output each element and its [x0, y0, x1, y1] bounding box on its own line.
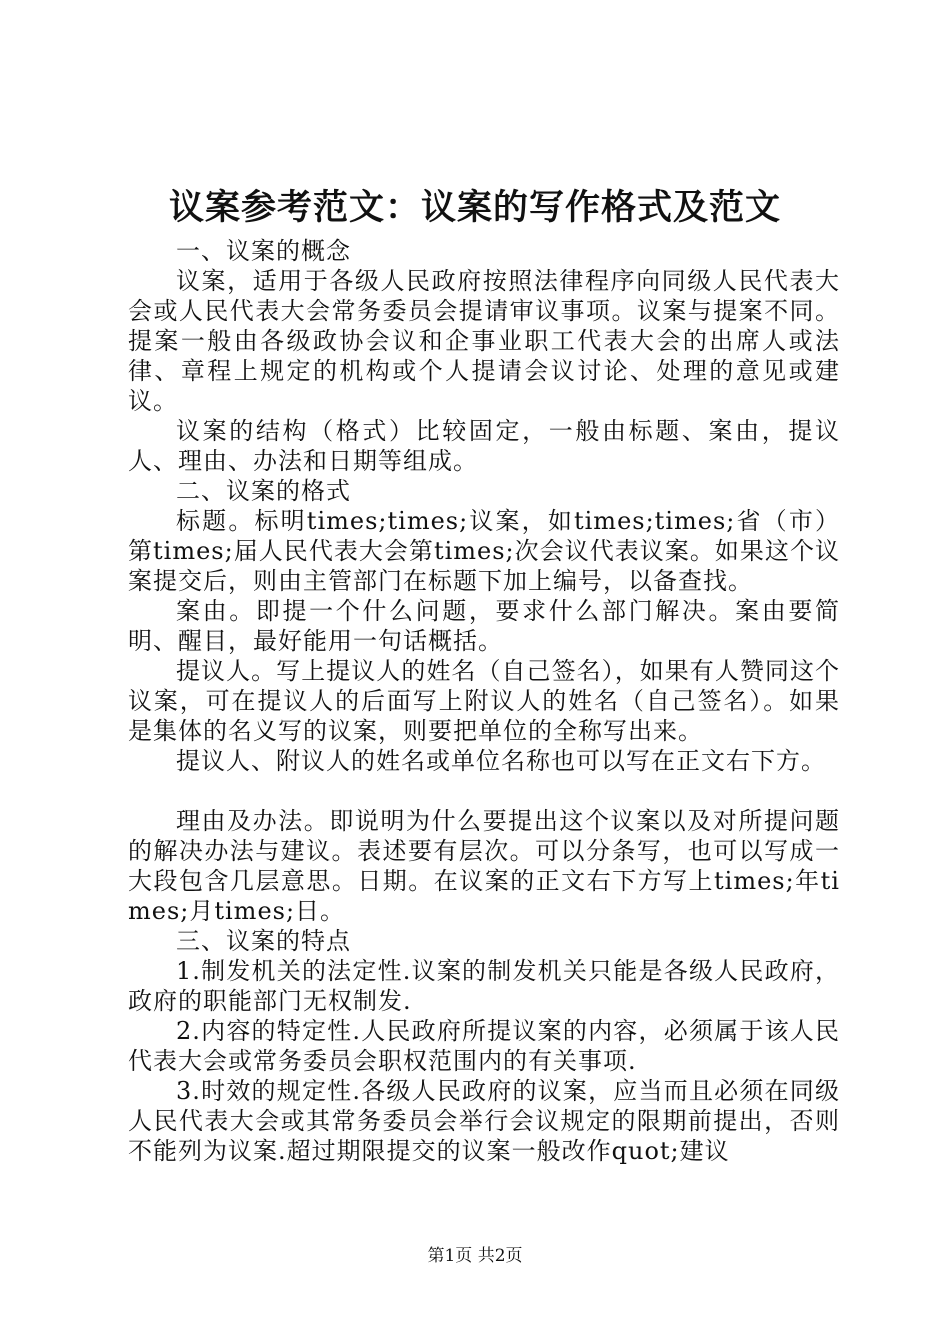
paragraph: 议案，适用于各级人民政府按照法律程序向同级人民代表大会或人民代表大会常务委员会提请审议事项。议案与提案不同。提案一般由各级政协会议和企事业职工代表大会的出席人或法律、章程上规定的机构或个人提请会议讨论、处理的意见或建议。 [128, 267, 840, 415]
paragraph: 提议人、附议人的姓名或单位名称也可以写在正文右下方。 [176, 747, 826, 775]
document-title: 议案参考范文：议案的写作格式及范文 [168, 187, 781, 228]
paragraph: 3.时效的规定性.各级人民政府的议案，应当而且必须在同级人民代表大会或其常务委员会举行会议规定的限期前提出，否则不能列为议案.超过期限提交的议案一般改作quot;建议 [128, 1077, 840, 1165]
section-heading-format: 二、议案的格式 [176, 477, 351, 505]
paragraph: 2.内容的特定性.人民政府所提议案的内容，必须属于该人民代表大会或常务委员会职权范围内的有关事项. [128, 1017, 840, 1075]
paragraph: 1.制发机关的法定性.议案的制发机关只能是各级人民政府，政府的职能部门无权制发. [128, 957, 840, 1015]
section-heading-features: 三、议案的特点 [176, 927, 351, 955]
page-number-footer: 第1页 共2页 [427, 1246, 523, 1266]
paragraph: 提议人。写上提议人的姓名（自己签名），如果有人赞同这个议案，可在提议人的后面写上附议人的姓名（自己签名）。如果是集体的名义写的议案，则要把单位的全称写出来。 [128, 657, 840, 745]
paragraph: 理由及办法。即说明为什么要提出这个议案以及对所提问题的解决办法与建议。表述要有层次。可以分条写，也可以写成一大段包含几层意思。日期。在议案的正文右下方写上times;年times;月times;日。 [128, 807, 840, 925]
paragraph: 议案的结构（格式）比较固定，一般由标题、案由，提议人、理由、办法和日期等组成。 [128, 417, 840, 475]
document-body [128, 236, 840, 1166]
paragraph: 标题。标明times;times;议案，如times;times;省（市）第times;届人民代表大会第times;次会议代表议案。如果这个议案提交后，则由主管部门在标题下加上编号，以备查找。 [128, 507, 840, 595]
section-heading-concept: 一、议案的概念 [176, 237, 351, 265]
paragraph: 案由。即提一个什么问题，要求什么部门解决。案由要简明、醒目，最好能用一句话概括。 [128, 597, 840, 655]
